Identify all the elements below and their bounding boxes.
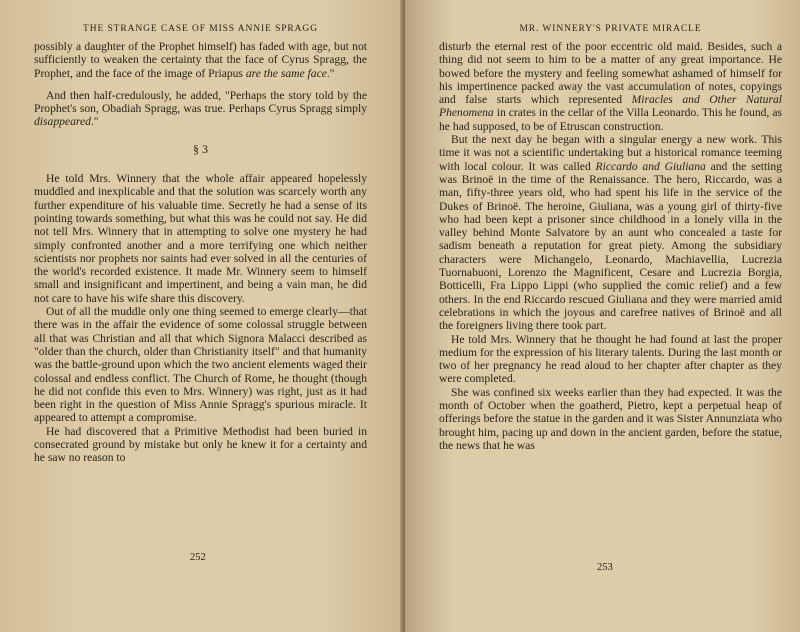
right-page-body <box>439 40 782 452</box>
right-page <box>405 0 800 632</box>
paragraph: possibly a daughter of the Prophet himself) has faded with age, but not sufficiently to weaken the certainty that the face of Cyrus Spragg, the Prophet, and the face of the image of Priapus are the same face." <box>34 40 367 80</box>
page-number-left: 252 <box>190 552 206 563</box>
page-number-right: 253 <box>597 562 613 573</box>
paragraph: He told Mrs. Winnery that the whole affair appeared hopelessly muddled and inexplicable and that the solution was scarcely worth any further expenditure of his valuable time. Secretly he had a sense of its pointing towards something, but what this was he could not say. He did not tell Mrs. Winnery that in attempting to solve one mystery he had simply confronted another and a more terrifying one which neither scientists nor prophets nor saints had ever solved in all the centuries of the world's recorded existence. It made Mr. Winnery seem to himself small and insignificant and impertinent, and being a vain man, he did not care to have his wife share this discovery. <box>34 172 367 305</box>
paragraph: And then half-credulously, he added, "Perhaps the story told by the Prophet's son, Obadiah Spragg, was true. Perhaps Cyrus Spragg simply disappeared." <box>34 88 367 129</box>
paragraph: He told Mrs. Winnery that he thought he had found at last the proper medium for the expression of his literary talents. During the last month or two of her pregnancy he read aloud to her chapter after chapter as they were completed. <box>439 332 782 386</box>
section-mark: § 3 <box>193 141 208 156</box>
paragraph: But the next day he began with a singular energy a new work. This time it was not a scientific undertaking but a historical romance teeming with local colour. It was called Riccardo and Giuliana and the setting was Brinoë in the time of the Renaissance. The hero, Riccardo, was a man, fifty-three years old, who had spent his life in the service of the Dukes of Brinoë. The heroine, Giuliana, was a young girl of thirty-five who had been kept a prisoner since childhood in a lonely villa in the valley behind Monte Salvatore by an aunt who concealed a taste for sadism beneath a reputation for great piety. Among the subsidiary characters were Michangelo, Leonardo, Machiavellia, Lucrezia Tuornabuoni, Lorenzo the Magnificent, Cesare and Lucrezia Borgia, Botticelli, Fra Lippo Lippi (who supplied the comic relief) and a few others. In the end Riccardo rescued Giuliana and they were married amid celebrations in which the joyous and carefree natives of Brinoë and all the foreigners living there took part. <box>439 133 782 333</box>
paragraph: She was confined six weeks earlier than they had expected. It was the month of October when the goatherd, Pietro, kept a perpetual heap of offerings before the statue in the garden and it was Sister Annunziata who brought him, pacing up and down in the ancient garden, before the statue, the news that he was <box>439 385 782 452</box>
left-page-body <box>34 40 367 465</box>
running-head-left: THE STRANGE CASE OF MISS ANNIE SPRAGG <box>83 24 318 34</box>
paragraph: Out of all the muddle only one thing seemed to emerge clearly—that there was in the affair the evidence of some colossal struggle between all that was Christian and all that which Signora Malacci described as "older than the church, older than Christianity itself" and that humanity was the battle-ground upon which the two ancient elements waged their colossal and endless conflict. The Church of Rome, he thought (though he did not confide this even to Mrs. Winnery) was right, just as it had been right in the question of Miss Annie Spragg's spurious miracle. It appeared to attempt a compromise. <box>34 305 367 425</box>
paragraph: He had discovered that a Primitive Methodist had been buried in consecrated ground by mistake but only he knew it for a certainty and he saw no reason to <box>34 424 367 465</box>
paragraph: disturb the eternal rest of the poor eccentric old maid. Besides, such a thing did not seem to him to be a matter of any great importance. He bowed before the mystery and feeling somewhat ashamed of himself for his impertinence packed away the vast accumulation of notes, copyings and false starts which represented Miracles and Other Natural Phenomena in crates in the cellar of the Villa Leonardo. This he found, as he had supposed, to be of Etruscan construction. <box>439 40 782 133</box>
running-head-right: MR. WINNERY'S PRIVATE MIRACLE <box>519 24 702 34</box>
